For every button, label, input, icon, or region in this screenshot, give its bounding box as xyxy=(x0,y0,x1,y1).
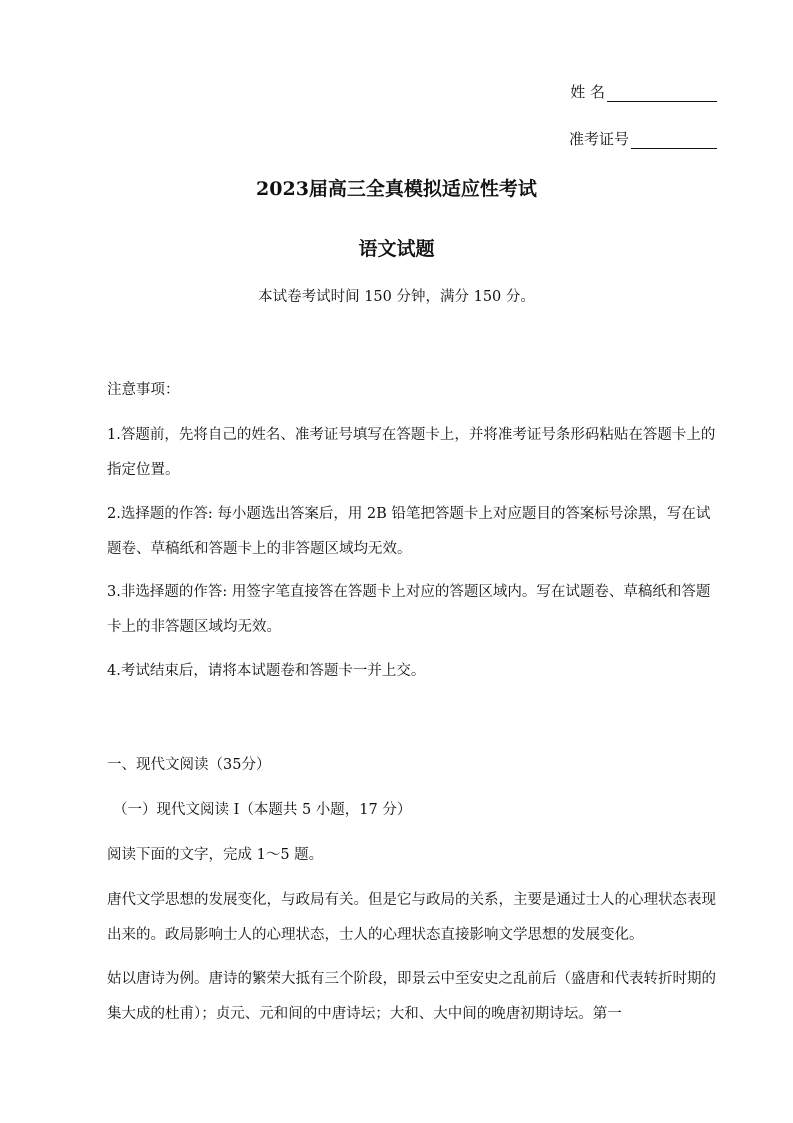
notice-item: 4.考试结束后，请将本试题卷和答题卡一并上交。 xyxy=(107,663,426,679)
reading-instruction: 阅读下面的文字，完成 1～5 题。 xyxy=(107,847,324,863)
subsection-heading: （一）现代文阅读 I（本题共 5 小题，17 分） xyxy=(113,802,412,818)
exam-duration-note: 本试卷考试时间 150 分钟，满分 150 分。 xyxy=(258,289,535,305)
exam-title: 2023届高三全真模拟适应性考试 xyxy=(256,178,537,200)
notice-item: 3.非选择题的作答: 用签字笔直接答在答题卡上对应的答题区域内。写在试题卷、草稿纸和答题卡上的非答题区域均无效。 xyxy=(107,584,711,635)
section-heading: 一、现代文阅读（35分） xyxy=(107,757,271,773)
passage-paragraph: 姑以唐诗为例。唐诗的繁荣大抵有三个阶段，即景云中至安史之乱前后（盛唐和代表转折时期的集大成的杜甫）；贞元、元和间的中唐诗坛；大和、大中间的晚唐初期诗坛。第一 xyxy=(107,971,716,1022)
subject-title: 语文试题 xyxy=(358,238,435,260)
exam-id-label: 准考证号 xyxy=(568,130,629,148)
exam-id-blank[interactable] xyxy=(631,130,717,149)
notice-item: 2.选择题的作答: 每小题选出答案后，用 2B 铅笔把答题卡上对应题目的答案标号涂黑，写在试题卷、草稿纸和答题卡上的非答题区域均无效。 xyxy=(107,506,711,557)
notice-heading: 注意事项： xyxy=(107,382,180,398)
name-blank[interactable] xyxy=(607,83,717,102)
notice-item: 1.答题前，先将自己的姓名、准考证号填写在答题卡上，并将准考证号条形码粘贴在答题卡上的指定位置。 xyxy=(107,427,716,478)
name-field xyxy=(570,82,717,102)
passage-paragraph: 唐代文学思想的发展变化，与政局有关。但是它与政局的关系，主要是通过士人的心理状态表现出来的。政局影响士人的心理状态，士人的心理状态直接影响文学思想的发展变化。 xyxy=(107,892,716,943)
name-label: 姓 名 xyxy=(570,83,605,101)
exam-id-field xyxy=(569,129,717,149)
